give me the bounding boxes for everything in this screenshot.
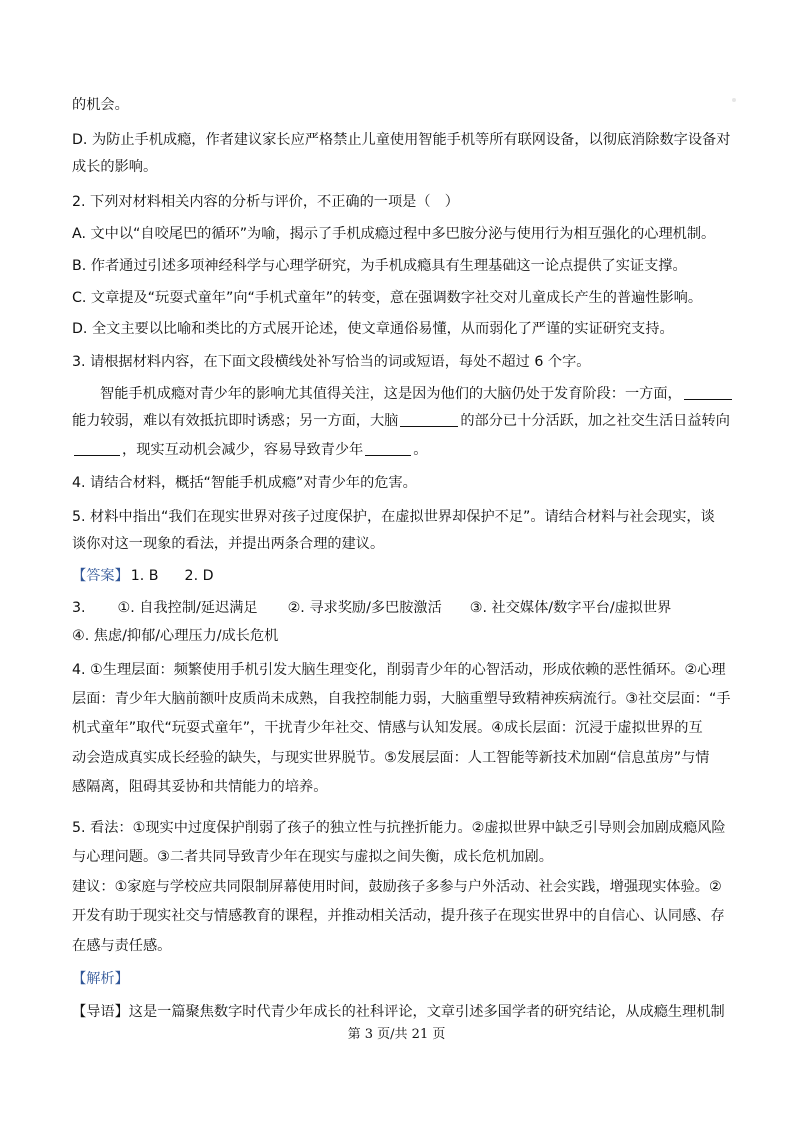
page-footer: 第 3 页/共 21 页 <box>347 1027 446 1042</box>
option-c: C. 文章提及“玩耍式童年”向“手机式童年”的转变，意在强调数字社交对儿童成长产生的普遍性影响。 <box>72 290 703 306</box>
blank-1 <box>684 385 732 400</box>
answer-1: 1. B <box>130 568 159 584</box>
question-4: 4. 请结合材料，概括“智能手机成瘾”对青少年的危害。 <box>72 475 417 491</box>
answer-5-text: 开发有助于现实社交与情感教育的课程，并推动相关活动，提升孩子在现实世界中的自信心、认同感、存 <box>72 908 725 924</box>
fill-text: 智能手机成瘾对青少年的影响尤其值得关注，这是因为他们的大脑仍处于发育阶段：一方面， <box>100 386 682 402</box>
option-b: B. 作者通过引述多项神经科学与心理学研究，为手机成瘾具有生理基础这一论点提供了实证支撑。 <box>72 258 687 274</box>
question-2: 2. 下列对材料相关内容的分析与评价，不正确的一项是（ ） <box>72 194 459 210</box>
scan-speck <box>732 98 736 102</box>
answer-5-text: 与心理问题。③二者共同导致青少年在现实与虚拟之间失衡，成长危机加剧。 <box>72 849 553 865</box>
answer-4-text: 感隔离，阻碍其妥协和共情能力的培养。 <box>72 779 328 795</box>
guide-tag: 【导语】 <box>72 1004 129 1020</box>
fill-blank-line <box>72 440 732 460</box>
guide-text: 这是一篇聚焦数字时代青少年成长的社科评论，文章引述多国学者的研究结论，从成瘾生理机制 <box>128 1004 725 1020</box>
analysis-tag: 【解析】 <box>72 971 129 987</box>
answer-3-item-3: ③. 社交媒体/数字平台/虚拟世界 <box>469 600 672 616</box>
answer-3-item-1: ①. 自我控制/延迟满足 <box>117 600 258 616</box>
answer-2: 2. D <box>184 568 214 584</box>
answer-3-item-4: ④. 焦虑/抑郁/心理压力/成长危机 <box>72 628 279 644</box>
answer-tag: 【答案】 <box>72 568 129 584</box>
answer-4-text: 动会造成真实成长经验的缺失，与现实世界脱节。⑤发展层面：人工智能等新技术加剧“信息茧房”与情 <box>72 750 710 766</box>
option-d: D. 全文主要以比喻和类比的方式展开论述，使文章通俗易懂，从而弱化了严谨的实证研究支持。 <box>72 321 674 337</box>
answer-4-text: 机式童年”取代“玩耍式童年”，干扰青少年社交、情感与认知发展。④成长层面：沉浸于虚拟世界的互 <box>72 720 703 736</box>
question-5: 5. 材料中指出“我们在现实世界对孩子过度保护，在虚拟世界却保护不足”。请结合材料与社会现实，谈 <box>72 509 715 525</box>
fill-text: ，现实互动机会减少，容易导致青少年 <box>122 442 364 458</box>
blank-4 <box>365 441 411 456</box>
guide-line <box>72 1002 732 1022</box>
answer-3-line <box>72 598 732 618</box>
answer-line <box>72 566 732 586</box>
option-d-q1: D. 为防止手机成瘾，作者建议家长应严格禁止儿童使用智能手机等所有联网设备，以彻底消除数字设备对 <box>72 132 731 148</box>
fill-blank-line <box>72 411 732 431</box>
answer-4-text: 4. ①生理层面：频繁使用手机引发大脑生理变化，削弱青少年的心智活动，形成依赖的恶性循环。②心理 <box>72 662 726 678</box>
option-a: A. 文中以“自咬尾巴的循环”为喻，揭示了手机成瘾过程中多巴胺分泌与使用行为相互强化的心理机制。 <box>72 226 716 242</box>
answer-4-text: 层面：青少年大脑前额叶皮质尚未成熟，自我控制能力弱，大脑重塑导致精神疾病流行。③社交层面：“手 <box>72 691 731 707</box>
blank-3 <box>74 441 120 456</box>
answer-5-text: 5. 看法：①现实中过度保护削弱了孩子的独立性与抗挫折能力。②虚拟世界中缺乏引导则会加剧成瘾风险 <box>72 820 726 836</box>
fill-text: 。 <box>413 442 428 458</box>
question-3: 3. 请根据材料内容，在下面文段横线处补写恰当的词或短语，每处不超过 6 个字。 <box>72 354 591 370</box>
text-line: 成长的影响。 <box>72 159 158 175</box>
blank-2 <box>400 412 458 427</box>
analysis-line <box>72 969 732 989</box>
answer-5-text: 建议：①家庭与学校应共同限制屏幕使用时间，鼓励孩子多参与户外活动、社会实践，增强现实体验。② <box>72 879 722 895</box>
question-5-cont: 谈你对这一现象的看法，并提出两条合理的建议。 <box>72 536 385 552</box>
fill-text: 能力较弱，难以有效抵抗即时诱惑；另一方面，大脑 <box>72 413 399 429</box>
answer-3-item-2: ②. 寻求奖励/多巴胺激活 <box>287 600 442 616</box>
answer-3-num: 3. <box>72 600 86 616</box>
fill-blank-line <box>100 384 732 404</box>
text-line: 的机会。 <box>72 97 129 113</box>
answer-5-text: 在感与责任感。 <box>72 938 172 954</box>
fill-text: 的部分已十分活跃，加之社交生活日益转向 <box>460 413 730 429</box>
